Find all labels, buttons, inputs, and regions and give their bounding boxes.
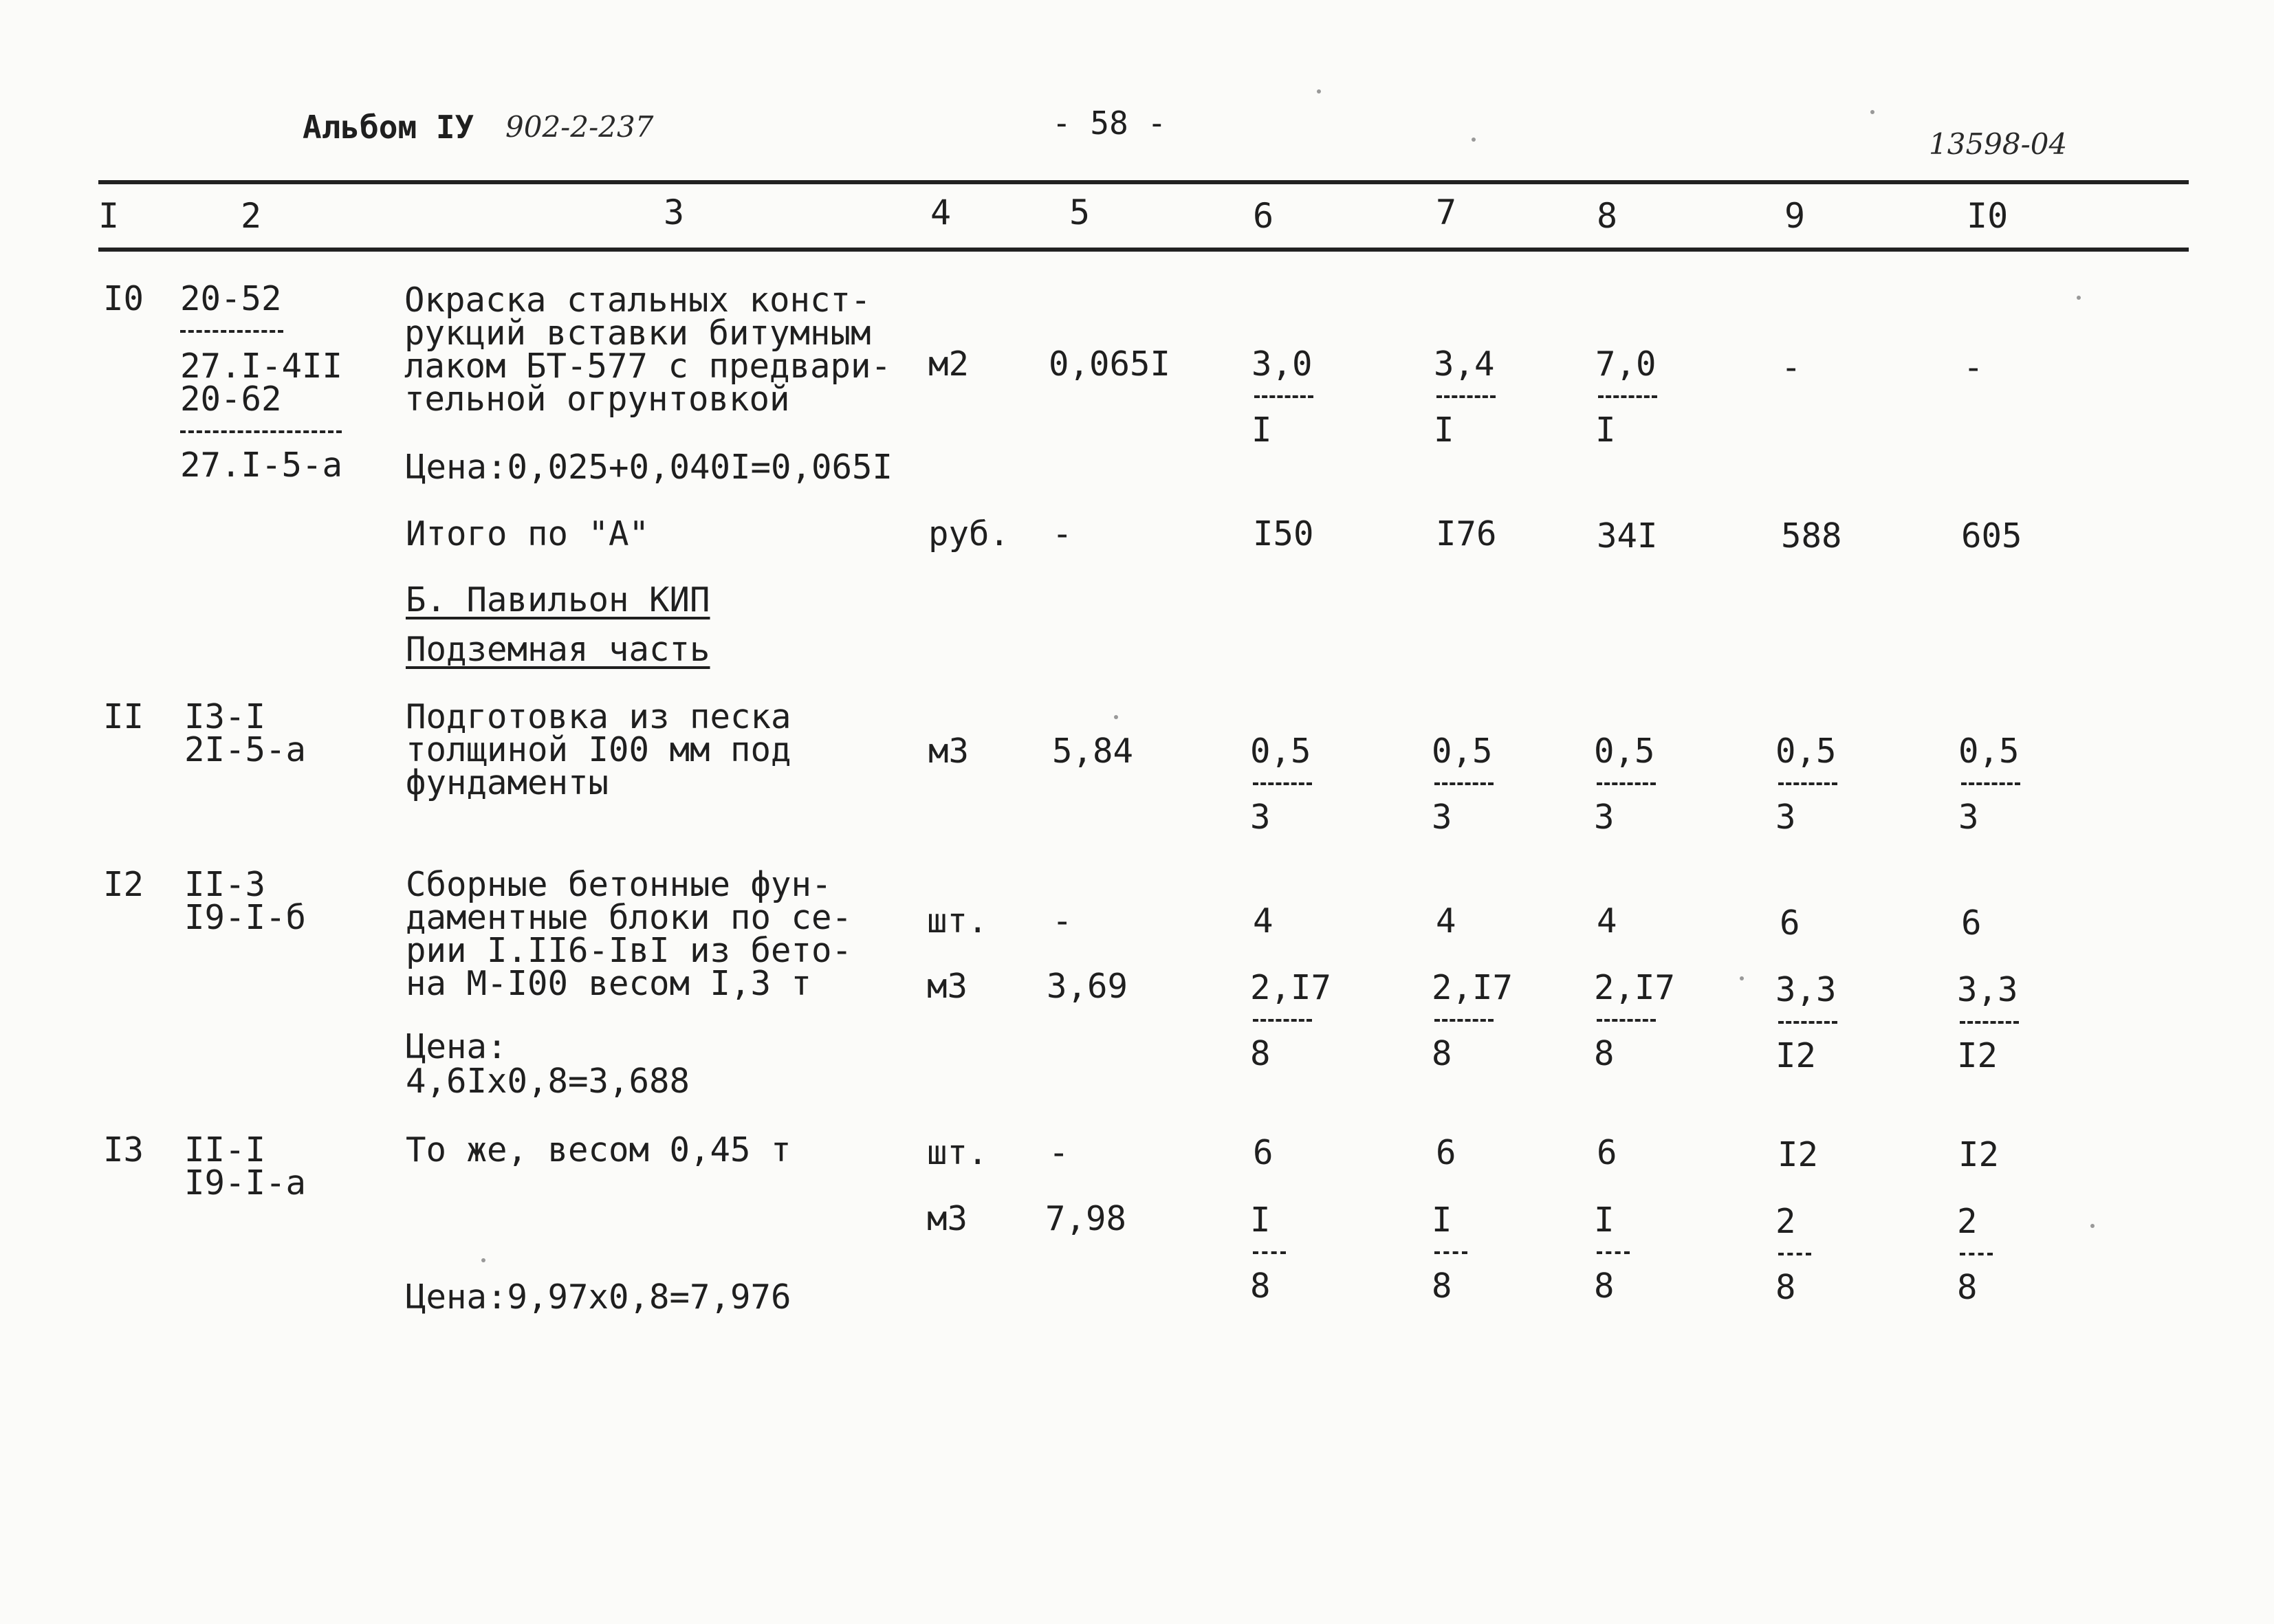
description: даментные блоки по се- [406, 898, 853, 937]
norm-code: 20-62 [180, 380, 282, 419]
norm-code: I3-I [184, 697, 266, 736]
description: Окраска стальных конст- [404, 281, 871, 320]
count-cell: 4 [1436, 901, 1456, 941]
col-header-2: 2 [241, 196, 262, 236]
fraction-den: I [1434, 410, 1454, 450]
unit: шт. [927, 1133, 988, 1172]
quantity: 7,98 [1045, 1199, 1127, 1238]
price-formula: 4,6Iх0,8=3,688 [406, 1062, 690, 1101]
fraction-cell [1775, 734, 1865, 835]
norm-code: I9-I-а [184, 1163, 307, 1203]
count-cell: 6 [1961, 903, 1982, 943]
document-number: 13598-04 [1929, 127, 2068, 161]
fraction-den: 3 [1958, 798, 1979, 837]
fraction-cell [1432, 734, 1521, 835]
norm-code: 27.I-5-а [180, 446, 343, 485]
fraction-den: 8 [1432, 1034, 1452, 1073]
fraction-den: 8 [1594, 1266, 1615, 1306]
fraction-num: 2,I7 [1594, 968, 1676, 1007]
description: То же, весом 0,45 т [406, 1130, 791, 1170]
description: толщиной I00 мм под [406, 730, 791, 769]
count-cell: 6 [1253, 1133, 1273, 1172]
total-label: Итого по "А" [406, 514, 650, 553]
fraction-bar [1778, 782, 1837, 785]
fraction-den: 8 [1250, 1034, 1271, 1073]
scan-speck [2077, 296, 2081, 300]
fraction-bar [1253, 1251, 1286, 1254]
album-label: Альбом IУ [303, 109, 474, 146]
fraction-cell [1432, 968, 1521, 1073]
fraction-num: 2 [1957, 1202, 1978, 1241]
table-top-rule [98, 180, 2189, 184]
count-cell: 6 [1597, 1133, 1617, 1172]
fraction-bar [1254, 395, 1313, 398]
norm-code: 27.I-4II [180, 347, 343, 386]
fraction-num: 0,5 [1775, 732, 1837, 771]
col-header-4: 4 [930, 193, 952, 232]
scan-speck [1114, 715, 1118, 719]
col-header-10: I0 [1967, 196, 2009, 236]
quantity: - [1052, 514, 1073, 553]
scan-speck [1740, 976, 1744, 980]
cell-value: - [1781, 348, 1802, 387]
price-label: Цена: [406, 1027, 507, 1066]
fraction-bar [1778, 1253, 1811, 1255]
fraction-num: I [1250, 1200, 1271, 1240]
scan-speck [1317, 89, 1321, 94]
count-cell: 4 [1597, 901, 1617, 941]
count-cell: 4 [1253, 901, 1273, 941]
unit: м2 [928, 344, 970, 384]
fraction-bar [1597, 1019, 1656, 1022]
col-header-9: 9 [1784, 196, 1806, 236]
quantity: - [1049, 1133, 1069, 1172]
row-number: I3 [103, 1130, 144, 1170]
fraction-den: 3 [1775, 798, 1796, 837]
count-cell: I2 [1958, 1135, 2000, 1174]
fraction-den: 8 [1250, 1266, 1271, 1306]
scan-speck [1870, 110, 1874, 114]
price-formula: Цена:9,97х0,8=7,976 [406, 1277, 791, 1317]
unit: м3 [927, 967, 968, 1006]
fraction-bar [1961, 782, 2020, 785]
fraction-num: I [1594, 1200, 1615, 1240]
fraction-cell [1434, 344, 1523, 450]
unit: м3 [928, 732, 970, 771]
fraction-den: I2 [1775, 1036, 1817, 1075]
fraction-den: 3 [1250, 798, 1271, 837]
fraction-bar [1436, 395, 1496, 398]
fraction-cell [1250, 968, 1340, 1073]
description: Подготовка из песка [406, 697, 791, 736]
unit: м3 [927, 1199, 968, 1238]
section-subtitle: Подземная часть [406, 630, 710, 669]
code-divider [180, 430, 342, 433]
fraction-cell [1775, 970, 1865, 1075]
fraction-cell [1250, 734, 1340, 835]
col-header-8: 8 [1597, 196, 1618, 236]
fraction-cell [1594, 734, 1683, 835]
fraction-den: 8 [1775, 1268, 1796, 1307]
fraction-den: 8 [1957, 1268, 1978, 1307]
norm-code: 20-52 [180, 279, 282, 318]
total-cell: I50 [1253, 514, 1314, 553]
fraction-bar [1960, 1253, 1993, 1255]
row-number: I2 [103, 865, 144, 904]
fraction-bar [1253, 1019, 1312, 1022]
fraction-cell [1958, 734, 2048, 835]
fraction-bar [1960, 1021, 2019, 1024]
quantity: 5,84 [1052, 732, 1134, 771]
norm-code: II-I [184, 1130, 266, 1170]
row-number: I0 [103, 279, 144, 318]
fraction-num: 3,0 [1251, 344, 1313, 384]
fraction-num: 0,5 [1958, 732, 2020, 771]
quantity: - [1052, 901, 1073, 941]
scan-speck [1472, 138, 1476, 142]
table-header-rule [98, 248, 2189, 252]
project-code: 902-2-237 [505, 110, 654, 144]
fraction-bar [1253, 782, 1312, 785]
count-cell: 6 [1436, 1133, 1456, 1172]
fraction-num: 0,5 [1432, 732, 1493, 771]
unit: руб. [928, 514, 1010, 553]
description: тельной огрунтовкой [404, 380, 790, 419]
fraction-num: 2,I7 [1250, 968, 1332, 1007]
fraction-num: 3,4 [1434, 344, 1495, 384]
fraction-bar [1598, 395, 1657, 398]
fraction-cell [1775, 1202, 1865, 1307]
fraction-num: 0,5 [1594, 732, 1655, 771]
fraction-cell [1432, 1200, 1521, 1306]
fraction-bar [1597, 1251, 1630, 1254]
count-cell: I2 [1778, 1135, 1819, 1174]
fraction-num: 7,0 [1595, 344, 1657, 384]
total-cell: I76 [1436, 514, 1497, 553]
fraction-num: I [1432, 1200, 1452, 1240]
norm-code: I9-I-б [184, 898, 307, 937]
fraction-cell [1595, 344, 1685, 450]
col-header-5: 5 [1069, 193, 1091, 232]
quantity: 3,69 [1047, 967, 1128, 1006]
fraction-den: I [1251, 410, 1272, 450]
norm-code: 2I-5-а [184, 730, 307, 769]
col-header-3: 3 [664, 193, 685, 232]
fraction-cell [1594, 968, 1683, 1073]
fraction-den: 3 [1594, 798, 1615, 837]
col-header-7: 7 [1436, 193, 1457, 232]
scan-speck [481, 1258, 485, 1262]
fraction-den: I [1595, 410, 1616, 450]
quantity: 0,065I [1049, 344, 1171, 384]
fraction-bar [1597, 782, 1656, 785]
fraction-cell [1251, 344, 1341, 450]
norm-code: II-3 [184, 865, 266, 904]
fraction-cell [1594, 1200, 1683, 1306]
fraction-bar [1434, 1251, 1467, 1254]
fraction-cell [1957, 1202, 2046, 1307]
description: фундаменты [406, 763, 609, 802]
description: рии I.II6-IвI из бето- [406, 931, 853, 970]
description: Сборные бетонные фун- [406, 865, 832, 904]
fraction-num: 2 [1775, 1202, 1796, 1241]
page-number: - 58 - [1052, 105, 1167, 142]
fraction-cell [1957, 970, 2046, 1075]
cell-value: - [1963, 348, 1984, 387]
fraction-cell [1250, 1200, 1340, 1306]
price-formula: Цена:0,025+0,040I=0,065I [406, 448, 893, 487]
fraction-bar [1434, 782, 1494, 785]
col-header-6: 6 [1253, 196, 1274, 236]
code-divider [180, 330, 283, 333]
fraction-den: 8 [1594, 1034, 1615, 1073]
row-number: II [103, 697, 144, 736]
section-title: Б. Павильон КИП [406, 580, 710, 619]
count-cell: 6 [1780, 903, 1800, 943]
col-header-1: I [98, 196, 120, 236]
fraction-den: 3 [1432, 798, 1452, 837]
fraction-bar [1778, 1021, 1837, 1024]
total-cell: 605 [1961, 516, 2022, 556]
fraction-den: I2 [1957, 1036, 1998, 1075]
fraction-den: 8 [1432, 1266, 1452, 1306]
scan-speck [2090, 1224, 2095, 1228]
total-cell: 588 [1781, 516, 1842, 556]
fraction-bar [1434, 1019, 1494, 1022]
unit: шт. [927, 901, 988, 941]
fraction-num: 3,3 [1775, 970, 1837, 1009]
description: лаком БТ-577 с предвари- [404, 347, 892, 386]
fraction-num: 3,3 [1957, 970, 2018, 1009]
description: рукций вставки битумным [404, 314, 871, 353]
fraction-num: 0,5 [1250, 732, 1311, 771]
total-cell: 34I [1597, 516, 1658, 556]
fraction-num: 2,I7 [1432, 968, 1513, 1007]
description: на М-I00 весом I,3 т [406, 964, 812, 1003]
